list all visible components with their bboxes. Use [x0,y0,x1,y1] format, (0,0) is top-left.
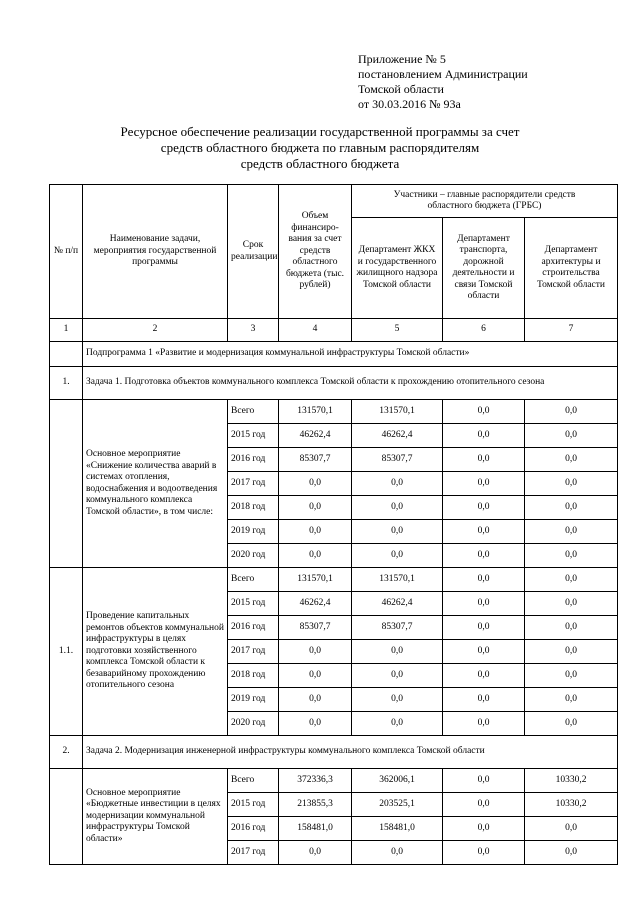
volume-cell: 0,0 [279,520,352,544]
header-term: Срок реализации [228,185,279,319]
dept-transport-value: 0,0 [443,688,525,712]
dept-architecture-value: 0,0 [525,817,618,841]
volume-cell: 131570,1 [279,568,352,592]
header-dept-architecture: Департамент архитектуры и строительства Томской области [525,218,618,319]
dept-architecture-value: 10330,2 [525,793,618,817]
column-number: 3 [228,319,279,342]
dept-transport-value: 0,0 [443,841,525,865]
period-cell: 2020 год [228,712,279,736]
task-row [50,367,618,400]
title-line: средств областного бюджета по главным распорядителям [160,140,480,155]
column-number: 5 [352,319,443,342]
dept-zhkh-value: 0,0 [352,841,443,865]
header-dept-transport: Департамент транспорта, дорожной деятельности и связи Томской области [443,218,525,319]
column-number: 7 [525,319,618,342]
volume-cell: 0,0 [279,664,352,688]
subprogram-row [50,342,618,367]
volume-cell: 0,0 [279,841,352,865]
dept-zhkh-value: 0,0 [352,688,443,712]
item-number [50,400,83,568]
dept-transport-value: 0,0 [443,472,525,496]
dept-zhkh-value: 0,0 [352,664,443,688]
title-line: средств областного бюджета [240,156,400,171]
dept-architecture-value: 0,0 [525,712,618,736]
volume-cell: 213855,3 [279,793,352,817]
period-cell: 2018 год [228,664,279,688]
appendix-line: Томской области [358,82,444,96]
task-row [50,736,618,769]
volume-cell: 85307,7 [279,616,352,640]
item-name: Основное мероприятие «Бюджетные инвестиции в целях модернизации коммунальной инфраструктуры Томской области» [83,769,228,865]
appendix-note [358,52,528,112]
period-cell: 2019 год [228,520,279,544]
resource-table [49,184,618,865]
period-cell: Всего [228,568,279,592]
dept-zhkh-value: 0,0 [352,472,443,496]
task-title: Задача 2. Модернизация инженерной инфраструктуры коммунального комплекса Томской области [83,736,618,769]
period-cell: Всего [228,769,279,793]
task-number: 2. [50,736,83,769]
period-cell: 2017 год [228,472,279,496]
dept-transport-value: 0,0 [443,664,525,688]
dept-transport-value: 0,0 [443,568,525,592]
task-number: 1. [50,367,83,400]
column-number: 6 [443,319,525,342]
volume-cell: 131570,1 [279,400,352,424]
dept-architecture-value: 0,0 [525,616,618,640]
dept-architecture-value: 0,0 [525,640,618,664]
volume-cell: 158481,0 [279,817,352,841]
volume-cell: 372336,3 [279,769,352,793]
volume-cell: 0,0 [279,712,352,736]
volume-cell: 85307,7 [279,448,352,472]
period-cell: 2019 год [228,688,279,712]
dept-architecture-value: 0,0 [525,472,618,496]
column-number: 1 [50,319,83,342]
task-title: Задача 1. Подготовка объектов коммунального комплекса Томской области к прохождению отопительного сезона [83,367,618,400]
dept-transport-value: 0,0 [443,496,525,520]
volume-cell: 0,0 [279,496,352,520]
dept-zhkh-value: 46262,4 [352,592,443,616]
volume-cell: 0,0 [279,544,352,568]
item-name: Проведение капитальных ремонтов объектов коммунальной инфраструктуры в целях подготовки хозяйственного комплекса Томской области к безаварийному прохождению отопительного сезона [83,568,228,736]
dept-transport-value: 0,0 [443,544,525,568]
dept-architecture-value: 0,0 [525,496,618,520]
dept-zhkh-value: 0,0 [352,712,443,736]
table-row [50,400,618,424]
page-title [60,124,580,172]
dept-transport-value: 0,0 [443,448,525,472]
dept-architecture-value: 0,0 [525,400,618,424]
dept-transport-value: 0,0 [443,520,525,544]
period-cell: Всего [228,400,279,424]
dept-zhkh-value: 0,0 [352,544,443,568]
dept-architecture-value: 0,0 [525,544,618,568]
period-cell: 2017 год [228,841,279,865]
dept-zhkh-value: 85307,7 [352,448,443,472]
column-number: 4 [279,319,352,342]
dept-architecture-value: 0,0 [525,664,618,688]
column-number: 2 [83,319,228,342]
dept-zhkh-value: 158481,0 [352,817,443,841]
dept-zhkh-value: 131570,1 [352,400,443,424]
item-number [50,769,83,865]
period-cell: 2015 год [228,592,279,616]
dept-zhkh-value: 0,0 [352,520,443,544]
dept-architecture-value: 0,0 [525,568,618,592]
dept-architecture-value: 0,0 [525,448,618,472]
dept-architecture-value: 10330,2 [525,769,618,793]
dept-zhkh-value: 362006,1 [352,769,443,793]
volume-cell: 46262,4 [279,424,352,448]
title-line: Ресурсное обеспечение реализации государственной программы за счет [120,124,520,139]
volume-cell: 0,0 [279,688,352,712]
dept-transport-value: 0,0 [443,616,525,640]
period-cell: 2015 год [228,793,279,817]
dept-transport-value: 0,0 [443,793,525,817]
period-cell: 2020 год [228,544,279,568]
volume-cell: 46262,4 [279,592,352,616]
item-name: Основное мероприятие «Снижение количества аварий в системах отопления, водоснабжения и водоотведения коммунального комплекса Томской области», в том числе: [83,400,228,568]
dept-zhkh-value: 203525,1 [352,793,443,817]
dept-zhkh-value: 46262,4 [352,424,443,448]
empty-cell [50,342,83,367]
volume-cell: 0,0 [279,472,352,496]
table-row [50,568,618,592]
header-volume: Объем финансиро-вания за счет средств областного бюджета (тыс. рублей) [279,185,352,319]
dept-zhkh-value: 0,0 [352,640,443,664]
dept-architecture-value: 0,0 [525,592,618,616]
period-cell: 2017 год [228,640,279,664]
table-row [50,769,618,793]
dept-architecture-value: 0,0 [525,520,618,544]
appendix-line: постановлением Администрации [358,67,528,81]
dept-architecture-value: 0,0 [525,424,618,448]
dept-transport-value: 0,0 [443,817,525,841]
period-cell: 2016 год [228,616,279,640]
dept-transport-value: 0,0 [443,769,525,793]
dept-zhkh-value: 0,0 [352,496,443,520]
column-number-row [50,319,618,342]
period-cell: 2016 год [228,817,279,841]
appendix-line: от 30.03.2016 № 93а [358,97,461,111]
item-number: 1.1. [50,568,83,736]
dept-zhkh-value: 131570,1 [352,568,443,592]
appendix-line: Приложение № 5 [358,52,446,66]
period-cell: 2016 год [228,448,279,472]
dept-transport-value: 0,0 [443,640,525,664]
dept-transport-value: 0,0 [443,712,525,736]
dept-transport-value: 0,0 [443,592,525,616]
dept-architecture-value: 0,0 [525,841,618,865]
dept-zhkh-value: 85307,7 [352,616,443,640]
header-dept-zhkh: Департамент ЖКХ и государственного жилищного надзора Томской области [352,218,443,319]
period-cell: 2018 год [228,496,279,520]
volume-cell: 0,0 [279,640,352,664]
header-participants: Участники – главные распорядители средств областного бюджета (ГРБС) [352,185,618,218]
subprogram-title: Подпрограмма 1 «Развитие и модернизация коммунальной инфраструктуры Томской области» [83,342,618,367]
header-num: № п/п [50,185,83,319]
header-row [50,185,618,218]
dept-transport-value: 0,0 [443,424,525,448]
period-cell: 2015 год [228,424,279,448]
dept-transport-value: 0,0 [443,400,525,424]
header-name: Наименование задачи, мероприятия государственной программы [83,185,228,319]
dept-architecture-value: 0,0 [525,688,618,712]
